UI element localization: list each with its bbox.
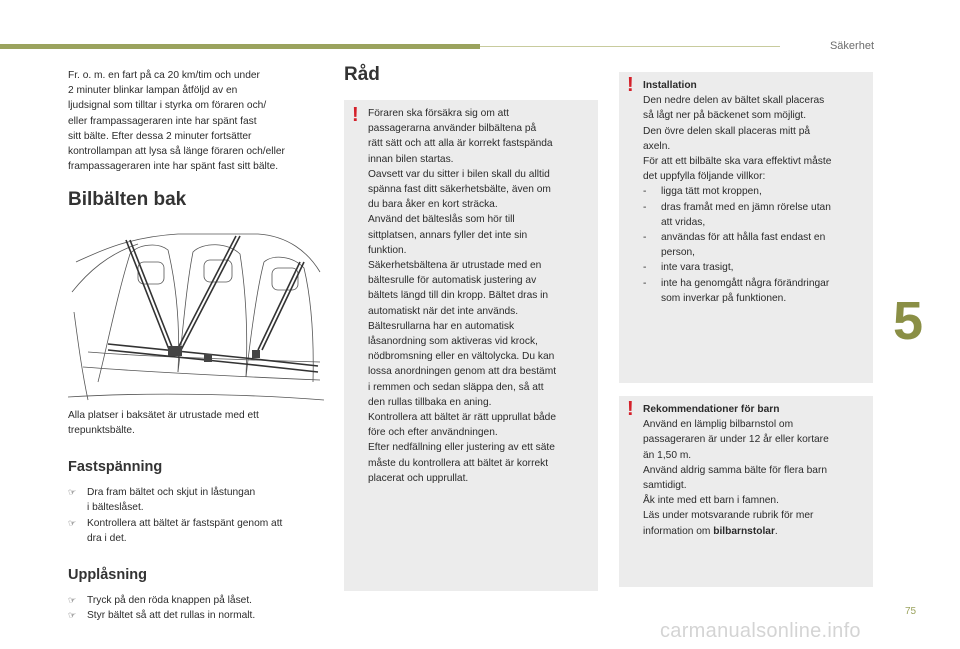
list-item (68, 608, 330, 623)
installation-title: Installation (643, 80, 697, 91)
release-heading: Upplåsning (68, 567, 147, 584)
children-line: Åk inte med ett barn i famnen. (643, 495, 779, 507)
children-last-line (643, 524, 865, 539)
installation-line: så lågt ner på bäckenet som möjligt. (643, 110, 807, 122)
children-line: Använd en lämplig bilbarnstol om (643, 419, 794, 431)
installation-line: Den övre delen skall placeras mitt på (643, 125, 811, 137)
watermark: carmanualsonline.info (660, 620, 861, 642)
finger-pointer-icon: ☞ (68, 610, 77, 621)
advice-line: i remmen och sedan släppa den, så att (368, 381, 544, 393)
advice-line: sittplatsen, annars fyller det inte sin (368, 229, 528, 241)
children-line: samtidigt. (643, 480, 687, 492)
condition-line: inte vara trasigt, (661, 262, 734, 274)
advice-line: den rullas tillbaka en aning. (368, 396, 492, 408)
children-line: passageraren är under 12 år eller kortare (643, 434, 829, 446)
chapter-number: 5 (893, 291, 924, 351)
rear-seat-drawing (68, 232, 324, 402)
advice-line: du bara åker en kort sträcka. (368, 199, 498, 211)
advice-line: bältets längd till din kropp. Bältet dras in (368, 290, 549, 302)
dash-marker: - (643, 186, 647, 198)
condition-item (643, 184, 865, 199)
condition-line: person, (661, 247, 695, 259)
advice-line: Kontrollera att bältet är rätt upprullat både (368, 412, 557, 424)
advice-text (368, 106, 590, 486)
condition-item (643, 200, 865, 230)
advice-line: funktion. (368, 244, 407, 256)
advice-line: före och efter användningen. (368, 427, 498, 439)
intro-line: Fr. o. m. en fart på ca 20 km/tim och under (68, 70, 260, 81)
condition-line: inte ha genomgått några förändringar (661, 277, 830, 289)
advice-line: passagerarna använder bilbältena på (368, 123, 537, 135)
advice-line: innan bilen startas. (368, 153, 454, 165)
installation-line: För att ett bilbälte ska vara effektivt måste (643, 156, 832, 168)
finger-pointer-icon: ☞ (68, 517, 77, 528)
installation-line: det uppfylla följande villkor: (643, 171, 766, 183)
advice-line: måste du kontrollera att bältet är korrekt (368, 457, 549, 469)
rear-belts-heading: Bilbälten bak (68, 189, 187, 211)
advice-line: Bältesrullarna har en automatisk (368, 320, 515, 332)
advice-line: Föraren ska försäkra sig om att (368, 108, 509, 119)
intro-paragraph (68, 68, 330, 174)
advice-line: Oavsett var du sitter i bilen skall du alltid (368, 168, 550, 180)
advice-line: låsanordning som aktiveras vid krock, (368, 336, 538, 348)
advice-line: placerat och upprullat. (368, 472, 469, 484)
finger-pointer-icon: ☞ (68, 595, 77, 606)
list-item-line: Kontrollera att bältet är fastspänt genom att (87, 517, 283, 529)
header-bar (0, 44, 480, 49)
list-item-line: dra i det. (87, 532, 127, 544)
intro-line: frampassageraren inte har spänt fast sitt bälte. (68, 161, 279, 173)
intro-line: sitt bälte. Efter dessa 2 minuter fortsätter (68, 130, 252, 142)
advice-box (344, 100, 598, 591)
condition-line: som inverkar på funktionen. (661, 292, 787, 304)
list-item (68, 485, 330, 515)
warning-icon: ! (627, 398, 634, 420)
advice-line: nödbromsning eller en vältolycka. Du kan (368, 351, 555, 363)
children-last-suffix: . (774, 525, 778, 537)
installation-box (619, 72, 873, 383)
dash-marker: - (643, 262, 647, 274)
warning-icon: ! (352, 104, 359, 126)
condition-line: användas för att hålla fast endast en (661, 232, 826, 244)
intro-line: ljudsignal som tilltar i styrka om föraren och/ (68, 100, 267, 112)
fastening-heading: Fastspänning (68, 459, 163, 476)
installation-text (643, 78, 865, 306)
intro-line: eller frampassageraren inte har spänt fast (68, 115, 257, 127)
condition-line: ligga tätt mot kroppen, (661, 186, 762, 198)
condition-item (643, 230, 865, 260)
dash-marker: - (643, 232, 647, 244)
advice-line: Efter nedfällning eller justering av ett säte (368, 442, 555, 454)
warning-icon: ! (627, 74, 634, 96)
advice-line: spänna fast ditt säkerhetsbälte, även om (368, 184, 551, 196)
advice-line: Använd det bälteslås som hör till (368, 214, 515, 226)
children-last-bold: bilbarnstolar (713, 525, 775, 537)
children-line: Läs under motsvarande rubrik för mer (643, 510, 814, 522)
list-item (68, 593, 330, 608)
list-item-line: Tryck på den röda knappen på låset. (87, 595, 252, 607)
children-text (643, 402, 865, 539)
children-last-prefix: information om (643, 525, 714, 537)
children-lines (643, 417, 865, 523)
left-column (68, 68, 330, 624)
finger-pointer-icon: ☞ (68, 487, 77, 498)
list-item-line: Dra fram bältet och skjut in låstungan (87, 487, 256, 499)
list-item-line: i bälteslåset. (87, 502, 144, 514)
intro-line: 2 minuter blinkar lampan åtföljd av en (68, 85, 238, 97)
advice-heading: Råd (344, 64, 380, 85)
children-line: än 1,50 m. (643, 449, 692, 461)
children-box (619, 396, 873, 587)
header-rule (480, 46, 780, 47)
dash-marker: - (643, 277, 647, 289)
dash-marker: - (643, 201, 647, 213)
condition-item (643, 260, 865, 275)
caption-line: trepunktsbälte. (68, 424, 135, 436)
condition-item (643, 276, 865, 306)
advice-line: automatiskt när det inte används. (368, 305, 519, 317)
condition-line: att vridas, (661, 216, 706, 228)
section-title: Säkerhet (829, 40, 874, 52)
installation-line: axeln. (643, 140, 671, 152)
list-item-line: Styr bältet så att det rullas in normalt. (87, 610, 256, 622)
figure-caption (68, 408, 330, 438)
installation-line: Den nedre delen av bältet skall placeras (643, 95, 825, 107)
rear-seat-illustration (68, 232, 324, 402)
caption-line: Alla platser i baksätet är utrustade med ett (68, 409, 259, 421)
installation-lines (643, 93, 865, 184)
list-item (68, 516, 330, 546)
condition-line: dras framåt med en jämn rörelse utan (661, 201, 831, 213)
advice-line: Säkerhetsbältena är utrustade med en (368, 260, 542, 272)
advice-line: bältesrulle för automatisk justering av (368, 275, 537, 287)
intro-line: kontrollampan att lysa så länge föraren och/eller (68, 146, 285, 158)
children-title: Rekommendationer för barn (643, 404, 780, 415)
page-number: 75 (905, 606, 917, 617)
installation-conditions (643, 184, 865, 306)
advice-line: rätt sätt och att alla är korrekt fastspända (368, 138, 553, 150)
advice-line: lossa anordningen genom att dra bestämt (368, 366, 557, 378)
children-line: Använd aldrig samma bälte för flera barn (643, 464, 828, 476)
